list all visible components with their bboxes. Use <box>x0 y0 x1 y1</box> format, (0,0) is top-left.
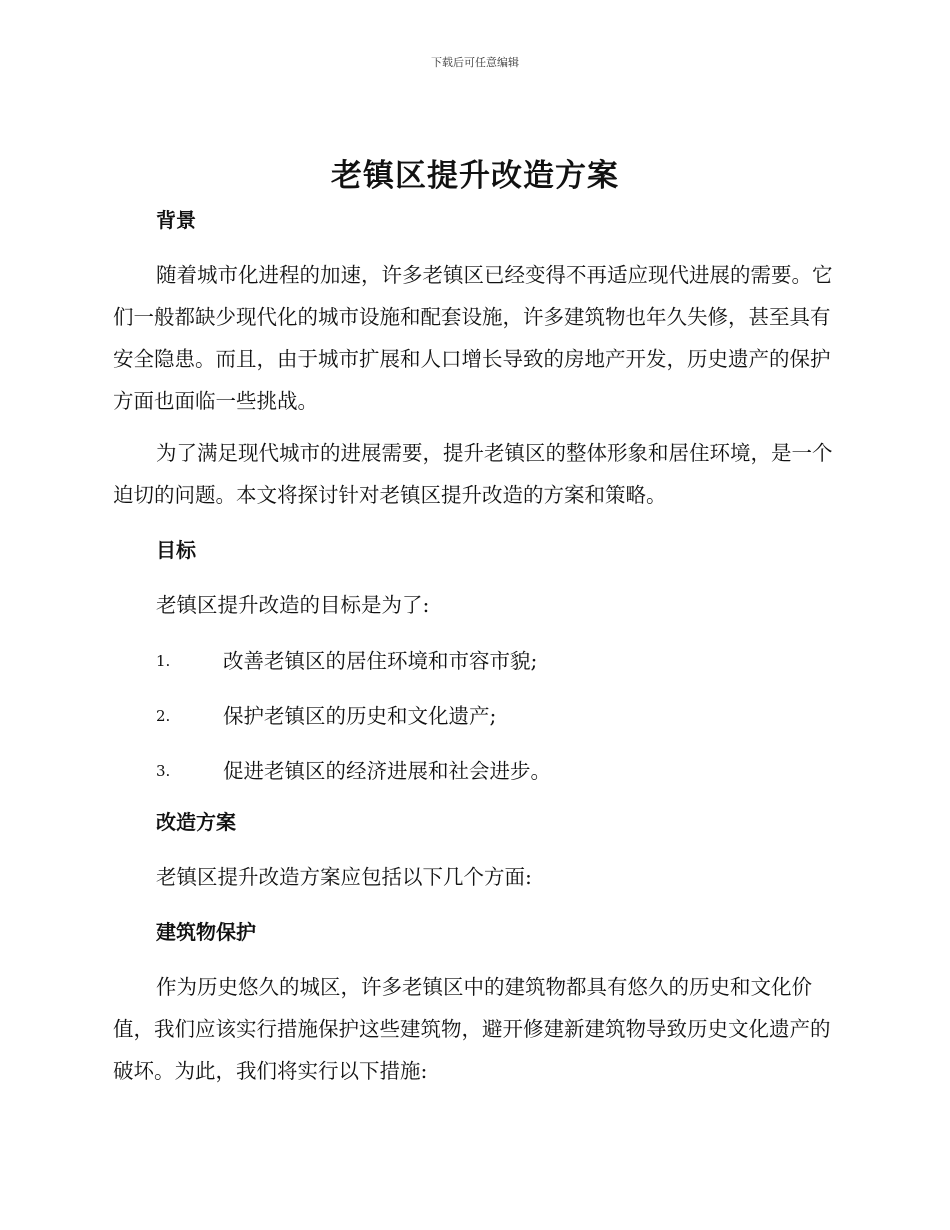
plan-intro: 老镇区提升改造方案应包括以下几个方面: <box>156 865 532 889</box>
list-item <box>113 750 833 798</box>
document-title: 老镇区提升改造方案 <box>331 158 619 194</box>
header-note: 下载后可任意编辑 <box>431 56 519 69</box>
list-number: 2. <box>156 707 171 725</box>
section-heading-plan: 改造方案 <box>156 810 236 834</box>
goals-intro: 老镇区提升改造的目标是为了: <box>156 593 430 617</box>
section-heading-background: 背景 <box>156 208 196 232</box>
list-text: 改善老镇区的居住环境和市容市貌; <box>223 649 538 673</box>
list-number: 3. <box>156 762 171 780</box>
background-paragraph-1: 随着城市化进程的加速，许多老镇区已经变得不再适应现代进展的需要。它们一般都缺少现代化的城市设施和配套设施，许多建筑物也年久失修，甚至具有安全隐患。而且，由于城市扩展和人口增长导致的房地产开发，历史遗产的保护方面也面临一些挑战。 <box>113 263 833 413</box>
list-number: 1. <box>156 652 171 670</box>
document-body <box>113 196 833 1092</box>
section-heading-goals: 目标 <box>156 538 196 562</box>
list-text: 促进老镇区的经济进展和社会进步。 <box>223 759 551 783</box>
list-item <box>113 695 833 750</box>
section-heading-building-protection: 建筑物保护 <box>156 920 256 944</box>
list-text: 保护老镇区的历史和文化遗产; <box>223 704 497 728</box>
list-item <box>113 640 833 695</box>
building-protection-paragraph: 作为历史悠久的城区，许多老镇区中的建筑物都具有悠久的历史和文化价值，我们应该实行措施保护这些建筑物，避开修建新建筑物导致历史文化遗产的破坏。为此，我们将实行以下措施: <box>113 975 831 1083</box>
background-paragraph-2: 为了满足现代城市的进展需要，提升老镇区的整体形象和居住环境，是一个迫切的问题。本文将探讨针对老镇区提升改造的方案和策略。 <box>113 441 833 507</box>
